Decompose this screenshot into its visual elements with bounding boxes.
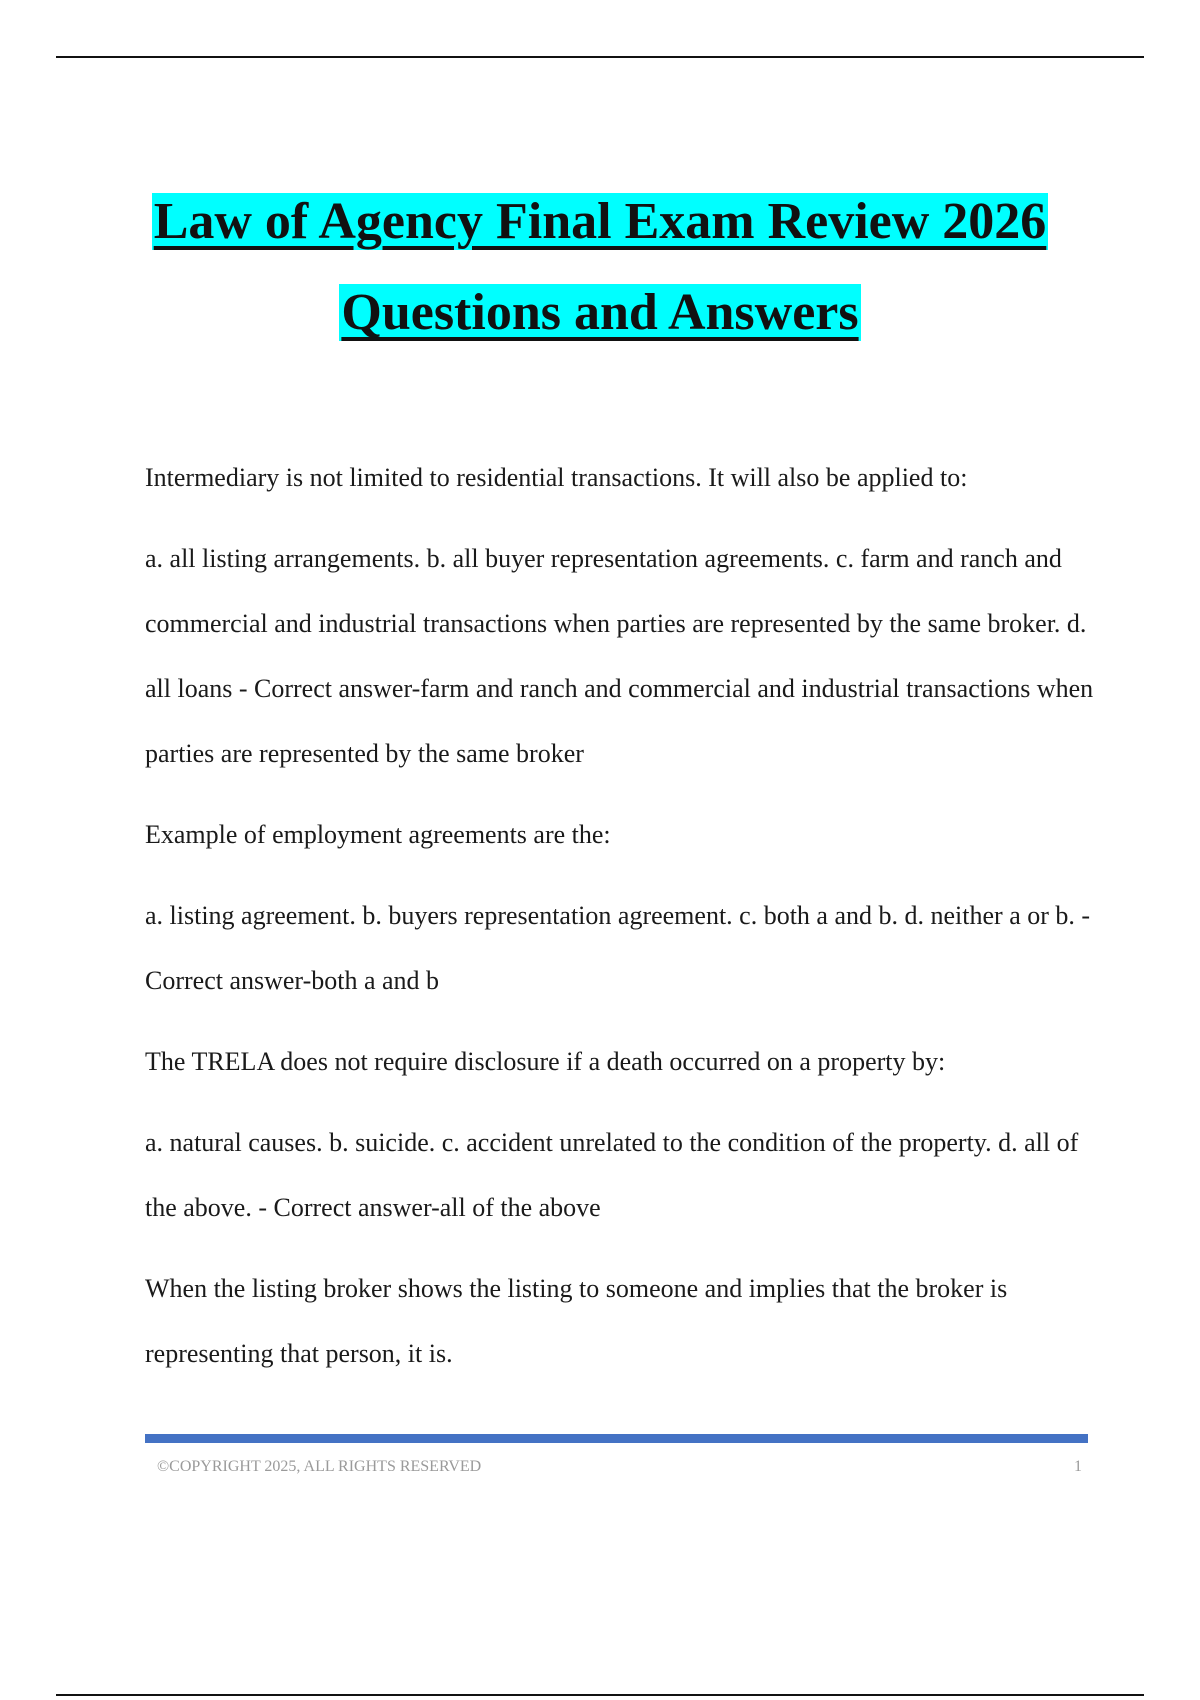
bottom-rule — [56, 1694, 1144, 1696]
question-4: When the listing broker shows the listing to someone and implies that the broker is representing that person, it is. — [145, 1274, 1008, 1368]
question-3: The TRELA does not require disclosure if a death occurred on a property by: — [145, 1047, 946, 1076]
document-title — [0, 176, 1200, 358]
answer-1: a. all listing arrangements. b. all buyer representation agreements. c. farm and ranch and commercial and industrial transactions when parties are represented by the same broker. d. all loans - Correct answer-farm and ranch and commercial and industrial transactions when parties are represented by the same broker — [145, 544, 1094, 768]
question-1: Intermediary is not limited to residential transactions. It will also be applied to: — [145, 463, 968, 492]
answer-2: a. listing agreement. b. buyers representation agreement. c. both a and b. d. neither a or b. - Correct answer-both a and b — [145, 901, 1091, 995]
top-rule — [56, 56, 1144, 58]
page-number: 1 — [1074, 1458, 1082, 1475]
title-line-2: Questions and Answers — [341, 284, 859, 341]
document-body — [145, 445, 1095, 1402]
title-line-1: Law of Agency Final Exam Review 2026 — [153, 193, 1047, 250]
question-2: Example of employment agreements are the: — [145, 820, 611, 849]
answer-3: a. natural causes. b. suicide. c. accident unrelated to the condition of the property. d. all of the above. - Correct answer-all of the above — [145, 1128, 1079, 1222]
footer-bar — [145, 1434, 1088, 1443]
footer-copyright: ©COPYRIGHT 2025, ALL RIGHTS RESERVED — [157, 1458, 482, 1475]
